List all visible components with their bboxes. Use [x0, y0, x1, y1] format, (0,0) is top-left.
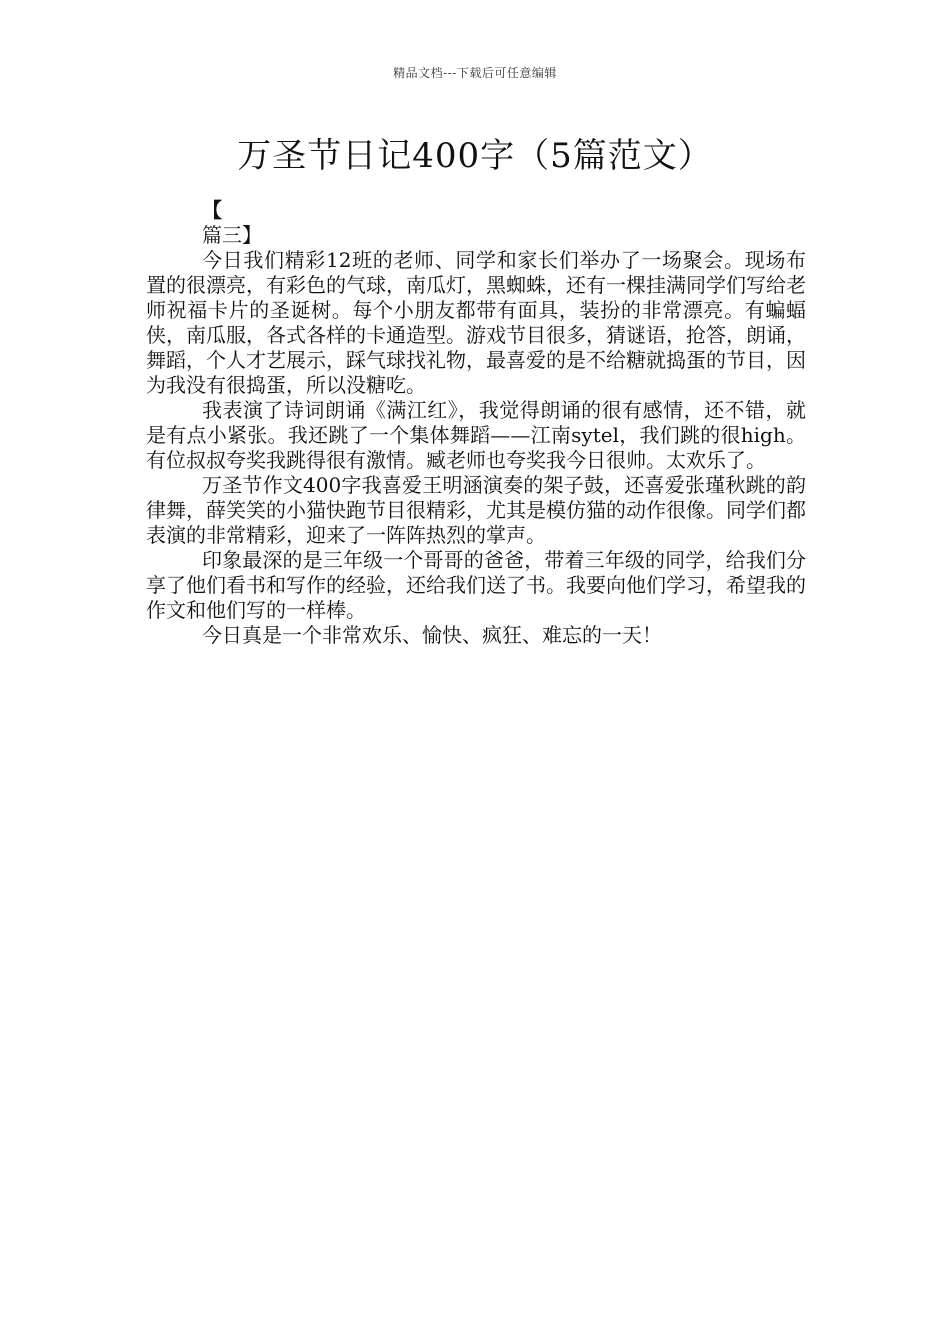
- document-body: [146, 198, 806, 648]
- document-title: 万圣节日记400字（5篇范文）: [237, 136, 713, 176]
- paragraph-4: 印象最深的是三年级一个哥哥的爸爸，带着三年级的同学，给我们分享了他们看书和写作的经验，还给我们送了书。我要向他们学习，希望我的作文和他们写的一样棒。: [146, 548, 806, 622]
- paragraph-5: 今日真是一个非常欢乐、愉快、疯狂、难忘的一天！: [202, 623, 662, 647]
- paragraph-1: 今日我们精彩12班的老师、同学和家长们举办了一场聚会。现场布置的很漂亮，有彩色的气球，南瓜灯，黑蜘蛛，还有一棵挂满同学们写给老师祝福卡片的圣诞树。每个小朋友都带有面具，装扮的非常漂亮。有蝙蝠侠，南瓜服，各式各样的卡通造型。游戏节目很多，猜谜语，抢答，朗诵，舞蹈，个人才艺展示，踩气球找礼物，最喜爱的是不给糖就捣蛋的节目，因为我没有很捣蛋，所以没糖吃。: [146, 248, 806, 397]
- section-marker: 【: [202, 198, 222, 222]
- paragraph-3: 万圣节作文400字我喜爱王明涵演奏的架子鼓，还喜爱张瑾秋跳的韵律舞，薛笑笑的小猫快跑节目很精彩，尤其是模仿猫的动作很像。同学们都表演的非常精彩，迎来了一阵阵热烈的掌声。: [146, 473, 806, 547]
- paragraph-2: 我表演了诗词朗诵《满江红》，我觉得朗诵的很有感情，还不错，就是有点小紧张。我还跳了一个集体舞蹈——江南sytel，我们跳的很high。有位叔叔夸奖我跳得很有激情。臧老师也夸奖我今日很帅。太欢乐了。: [146, 398, 806, 472]
- section-label: 篇三】: [202, 223, 262, 247]
- page-header: 精品文档---下载后可任意编辑: [393, 66, 557, 80]
